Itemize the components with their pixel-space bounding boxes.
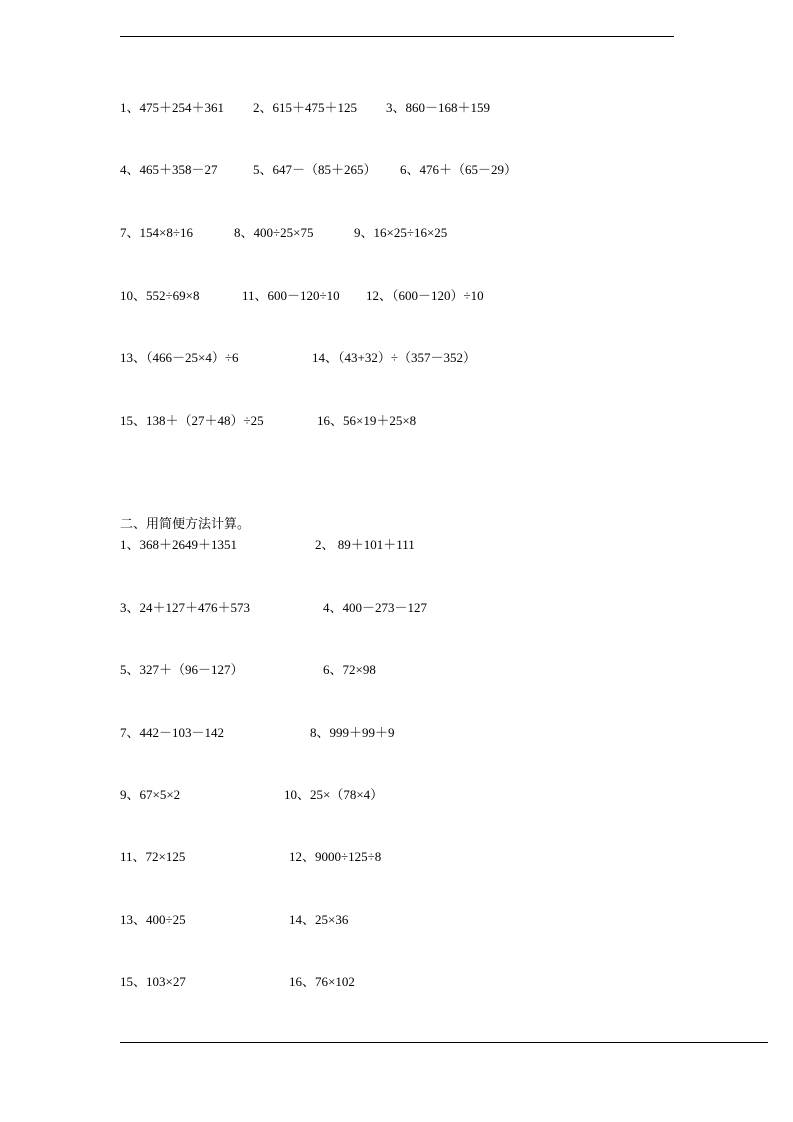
section1-row-2 (120, 162, 518, 226)
problem-4: 4、465＋358－27 (120, 162, 218, 177)
simplify-problem-5: 5、327＋（96－127） (120, 662, 244, 677)
section2-row-7 (120, 912, 349, 960)
simplify-problem-13: 13、400÷25 (120, 912, 186, 927)
section1-row-5 (120, 350, 476, 398)
problem-3: 3、860－168＋159 (386, 100, 491, 115)
simplify-problem-11: 11、72×125 (120, 849, 186, 864)
problem-10: 10、552÷69×8 (120, 288, 200, 303)
section2-row-5 (120, 787, 384, 835)
section2-row-3 (120, 662, 376, 710)
section2-heading: 二、用简便方法计算。 (120, 516, 251, 531)
problem-8: 8、400÷25×75 (234, 225, 314, 240)
problem-9: 9、16×25÷16×25 (354, 225, 448, 240)
section2-row-4 (120, 725, 395, 773)
section1-row-1 (120, 100, 491, 164)
simplify-problem-4: 4、400－273－127 (323, 600, 428, 615)
problem-13: 13、（466－25×4）÷6 (120, 350, 239, 365)
problem-7: 7、154×8÷16 (120, 225, 193, 240)
problem-14: 14、（43+32）÷（357－352） (312, 350, 476, 365)
section1-row-3 (120, 225, 448, 289)
problem-5: 5、647－（85＋265） (253, 162, 377, 177)
section1-row-6 (120, 413, 417, 461)
simplify-problem-14: 14、25×36 (289, 912, 349, 927)
problem-16: 16、56×19＋25×8 (317, 413, 417, 428)
simplify-problem-15: 15、103×27 (120, 974, 186, 989)
simplify-problem-7: 7、442－103－142 (120, 725, 225, 740)
simplify-problem-12: 12、9000÷125÷8 (289, 849, 382, 864)
simplify-problem-3: 3、24＋127＋476＋573 (120, 600, 251, 615)
simplify-problem-2: 2、 89＋101＋111 (315, 537, 415, 552)
simplify-problem-6: 6、72×98 (323, 662, 376, 677)
section1-row-4 (120, 288, 484, 352)
simplify-problem-9: 9、67×5×2 (120, 787, 181, 802)
simplify-problem-1: 1、368＋2649＋1351 (120, 537, 238, 552)
problem-6: 6、476＋（65－29） (400, 162, 518, 177)
problem-15: 15、138＋（27＋48）÷25 (120, 413, 264, 428)
problem-11: 11、600－120÷10 (242, 288, 340, 303)
simplify-problem-16: 16、76×102 (289, 974, 355, 989)
problem-1: 1、475＋254＋361 (120, 100, 225, 115)
problem-2: 2、615＋475＋125 (253, 100, 358, 115)
simplify-problem-8: 8、999＋99＋9 (310, 725, 395, 740)
section2-row-1 (120, 537, 415, 585)
header-rule (120, 36, 674, 37)
section2-row-6 (120, 849, 382, 897)
problem-12: 12、（600－120）÷10 (366, 288, 484, 303)
section2-row-8 (120, 974, 355, 1022)
footer-rule (120, 1042, 768, 1043)
simplify-problem-10: 10、25×（78×4） (284, 787, 384, 802)
section2-row-2 (120, 600, 428, 648)
